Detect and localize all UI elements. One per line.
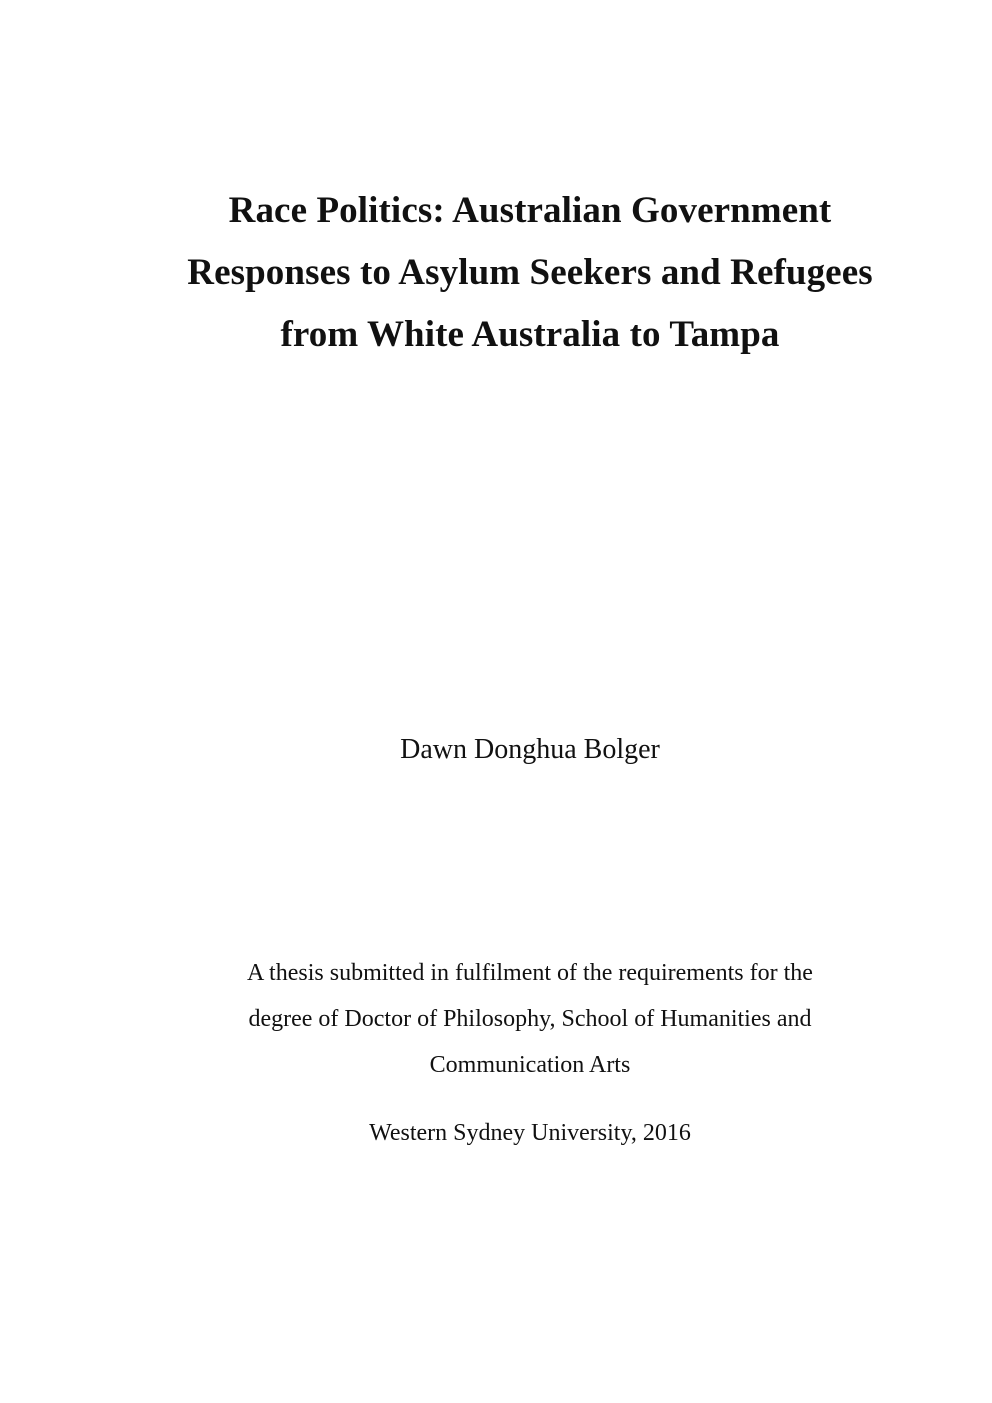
title-line-1: Race Politics: Australian Government xyxy=(228,190,832,231)
submission-statement xyxy=(120,950,940,1088)
title-line-2: Responses to Asylum Seekers and Refugees xyxy=(187,252,873,293)
submission-line-3: Communication Arts xyxy=(429,1052,631,1078)
submission-line-1: A thesis submitted in fulfilment of the requirements for the xyxy=(247,960,813,986)
thesis-title xyxy=(120,180,940,366)
author-name: Dawn Donghua Bolger xyxy=(400,734,660,765)
submission-line-2: degree of Doctor of Philosophy, School of Humanities and xyxy=(248,1006,812,1032)
institution-year: Western Sydney University, 2016 xyxy=(369,1120,691,1146)
title-line-3: from White Australia to Tampa xyxy=(280,314,780,355)
